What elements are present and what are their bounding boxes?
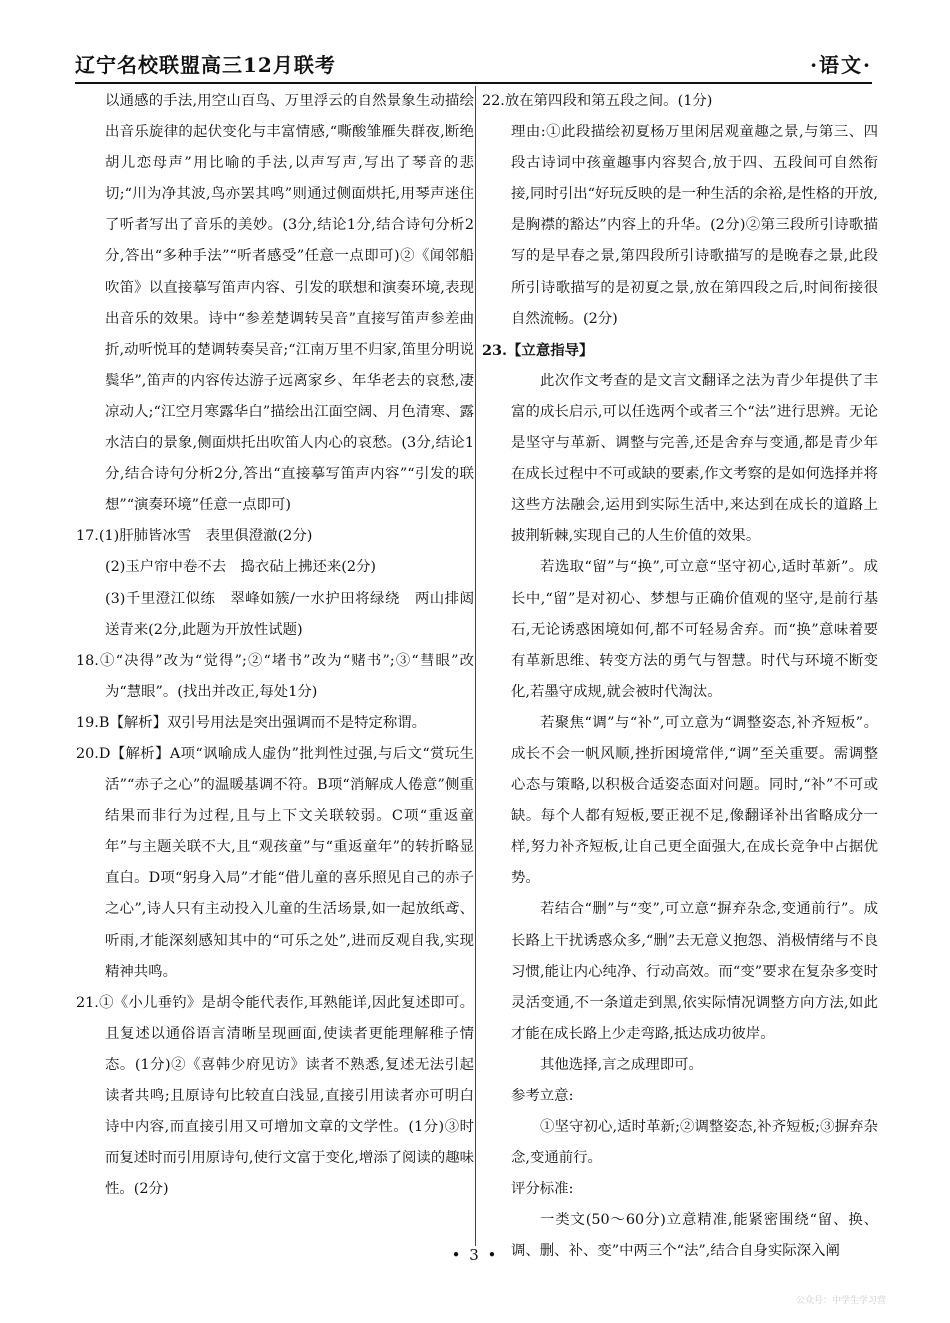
answer-22-reason: 理由:①此段描绘初夏杨万里闲居观童趣之景,与第三、四段古诗词中孩童趣事内容契合,放于四、五段间可自然衔接,同时引出“好玩反映的是一种生活的余裕,是性格的开放,是胸襟的豁达”内容上的升华。(2分)②第三段所引诗歌描写的是早春之景,第四段所引诗歌描写的是晚春之景,此段所引诗歌描写的是初夏之景,放在第四段之后,时间衔接很自然流畅。(2分) bbox=[511, 124, 878, 327]
subject-label: ·语文· bbox=[810, 53, 872, 77]
reference-themes: ①坚守初心,适时革新;②调整姿态,补齐短板;③摒弃杂念,变通前行。 bbox=[511, 1119, 878, 1167]
essay-other-options: 其他选择,言之成理即可。 bbox=[540, 1056, 703, 1073]
answer-19: 19.B【解析】双引号用法是突出强调而不是特定称谓。 bbox=[76, 714, 427, 731]
left-column bbox=[76, 86, 474, 1205]
essay-option-tiao-bu: 若聚焦“调”与“补”,可立意为“调整姿态,补齐短板”。成长不会一帆风顺,挫折困境常伴,“调”至关重要。需调整心态与策略,以积极合适姿态面对问题。同时,“补”不可或缺。每个人都有短板,要正视不足,像翻译补出省略成分一样,努力补齐短板,让自己更全面强大,在成长竞争中占据优势。 bbox=[511, 714, 878, 887]
scoring-criteria-label: 评分标准: bbox=[511, 1181, 574, 1198]
exam-title: 辽宁名校联盟高三12月联考 bbox=[75, 53, 336, 77]
answer-18: 18.①“决得”改为“觉得”;②“堵书”改为“赌书”;③“彗眼”改为“慧眼”。(找出并改正,每处1分) bbox=[76, 652, 474, 700]
answer-16-continued: 以通感的手法,用空山百鸟、万里浮云的自然景象生动描绘出音乐旋律的起伏变化与丰富情感,“嘶酸雏雁失群夜,断绝胡儿恋母声”用比喻的手法,以声写声,写出了琴音的悲切;“川为净其波,鸟亦罢其鸣”则通过侧面烘托,用琴声迷住了听者写出了音乐的美妙。(3分,结论1分,结合诗句分析2分,答出“多种手法”“听者感受”任意一点即可)②《闻邻船吹笛》以直接摹写笛声内容、引发的联想和演奏环境,表现出音乐的效果。诗中“参差楚调转吴音”直接写笛声参差曲折,动听悦耳的楚调转奏吴音;“江南万里不归家,笛里分明说鬓华”,笛声的内容传达游子远离家乡、年华老去的哀愁,凄凉动人;“江空月寒露华白”描绘出江面空阔、月色清寒、露水洁白的景象,侧面烘托出吹笛人内心的哀愁。(3分,结论1分,结合诗句分析2分,答出“直接摹写笛声内容”“引发的联想”“演奏环境”任意一点即可) bbox=[105, 93, 474, 514]
column-divider bbox=[475, 86, 476, 1246]
answer-20: 20.D【解析】A项“讽喻成人虚伪”批判性过强,与后文“赏玩生活”“赤子之心”的温暖基调不符。B项“消解成人倦意”侧重结果而非行为过程,且与上下文关联较弱。C项“重返童年”与主题关联不大,且“观孩童”与“重返童年”的转折略显直白。D项“躬身入局”才能“借儿童的喜乐照见自己的赤子之心”,诗人只有主动投入儿童的生活场景,如一起放纸鸢、听雨,才能深刻感知其中的“可乐之处”,进而反观自我,实现精神共鸣。 bbox=[76, 745, 474, 980]
essay-option-shan-bian: 若结合“删”与“变”,可立意“摒弃杂念,变通前行”。成长路上干扰诱惑众多,“删”去无意义抱怨、消极情绪与不良习惯,能让内心纯净、行动高效。而“变”要求在复杂多变时灵活变通,不一条道走到黑,依实际情况调整方向方法,如此才能在成长路上少走弯路,抵达成功彼岸。 bbox=[511, 901, 878, 1042]
answer-17-2: (2)玉户帘中卷不去 捣衣砧上拂还来(2分) bbox=[105, 559, 377, 576]
answer-22: 22.放在第四段和第五段之间。(1分) bbox=[482, 93, 713, 109]
watermark: 公众号：中学生学习营 bbox=[795, 1296, 886, 1306]
essay-option-liu-huan: 若选取“留”与“换”,可立意“坚守初心,适时革新”。成长中,“留”是对初心、梦想与正确价值观的坚守,是前行基石,无论诱惑困境如何,都不可轻易舍弃。而“换”意味着要有革新思维、转变方法的勇气与智慧。时代与环境不断变化,若墨守成规,就会被时代淘汰。 bbox=[511, 559, 878, 700]
answer-17-3: (3)千里澄江似练 翠峰如簇/一水护田将绿绕 两山排闼送青来(2分,此题为开放性试题) bbox=[105, 590, 474, 638]
scoring-first-class: 一类文(50～60分)立意精准,能紧密围绕“留、换、调、删、补、变”中两三个“法”,结合自身实际深入阐 bbox=[511, 1212, 878, 1260]
answer-21: 21.①《小儿垂钓》是胡令能代表作,耳熟能详,因此复述即可。且复述以通俗语言清晰呈现画面,使读者更能理解稚子情态。(1分)②《喜韩少府见访》读者不熟悉,复述无法引起读者共鸣;且原诗句比较直白浅显,直接引用读者亦可明白诗中内容,而直接引用又可增加文章的文学性。(1分)③时而复述时而引用原诗句,使行文富于变化,增添了阅读的趣味性。(2分) bbox=[76, 994, 474, 1198]
essay-guidance-intro: 此次作文考查的是文言文翻译之法为青少年提供了丰富的成长启示,可以任选两个或者三个“法”进行思辨。无论是坚守与革新、调整与完善,还是舍弃与变通,都是青少年在成长过程中不可或缺的要素,作文考察的是如何选择并将这些方法融会,运用到实际生活中,来达到在成长的道路上披荆斩棘,实现自己的人生价值的效果。 bbox=[511, 372, 878, 545]
right-column bbox=[482, 86, 878, 1268]
reference-theme-label: 参考立意: bbox=[511, 1088, 574, 1104]
page-header bbox=[75, 48, 872, 84]
page-number: • 3 • bbox=[451, 1246, 499, 1264]
answer-23-heading: 23.【立意指导】 bbox=[482, 341, 594, 359]
answer-17-1: 17.(1)肝肺皆冰雪 表里俱澄澈(2分) bbox=[76, 528, 313, 545]
